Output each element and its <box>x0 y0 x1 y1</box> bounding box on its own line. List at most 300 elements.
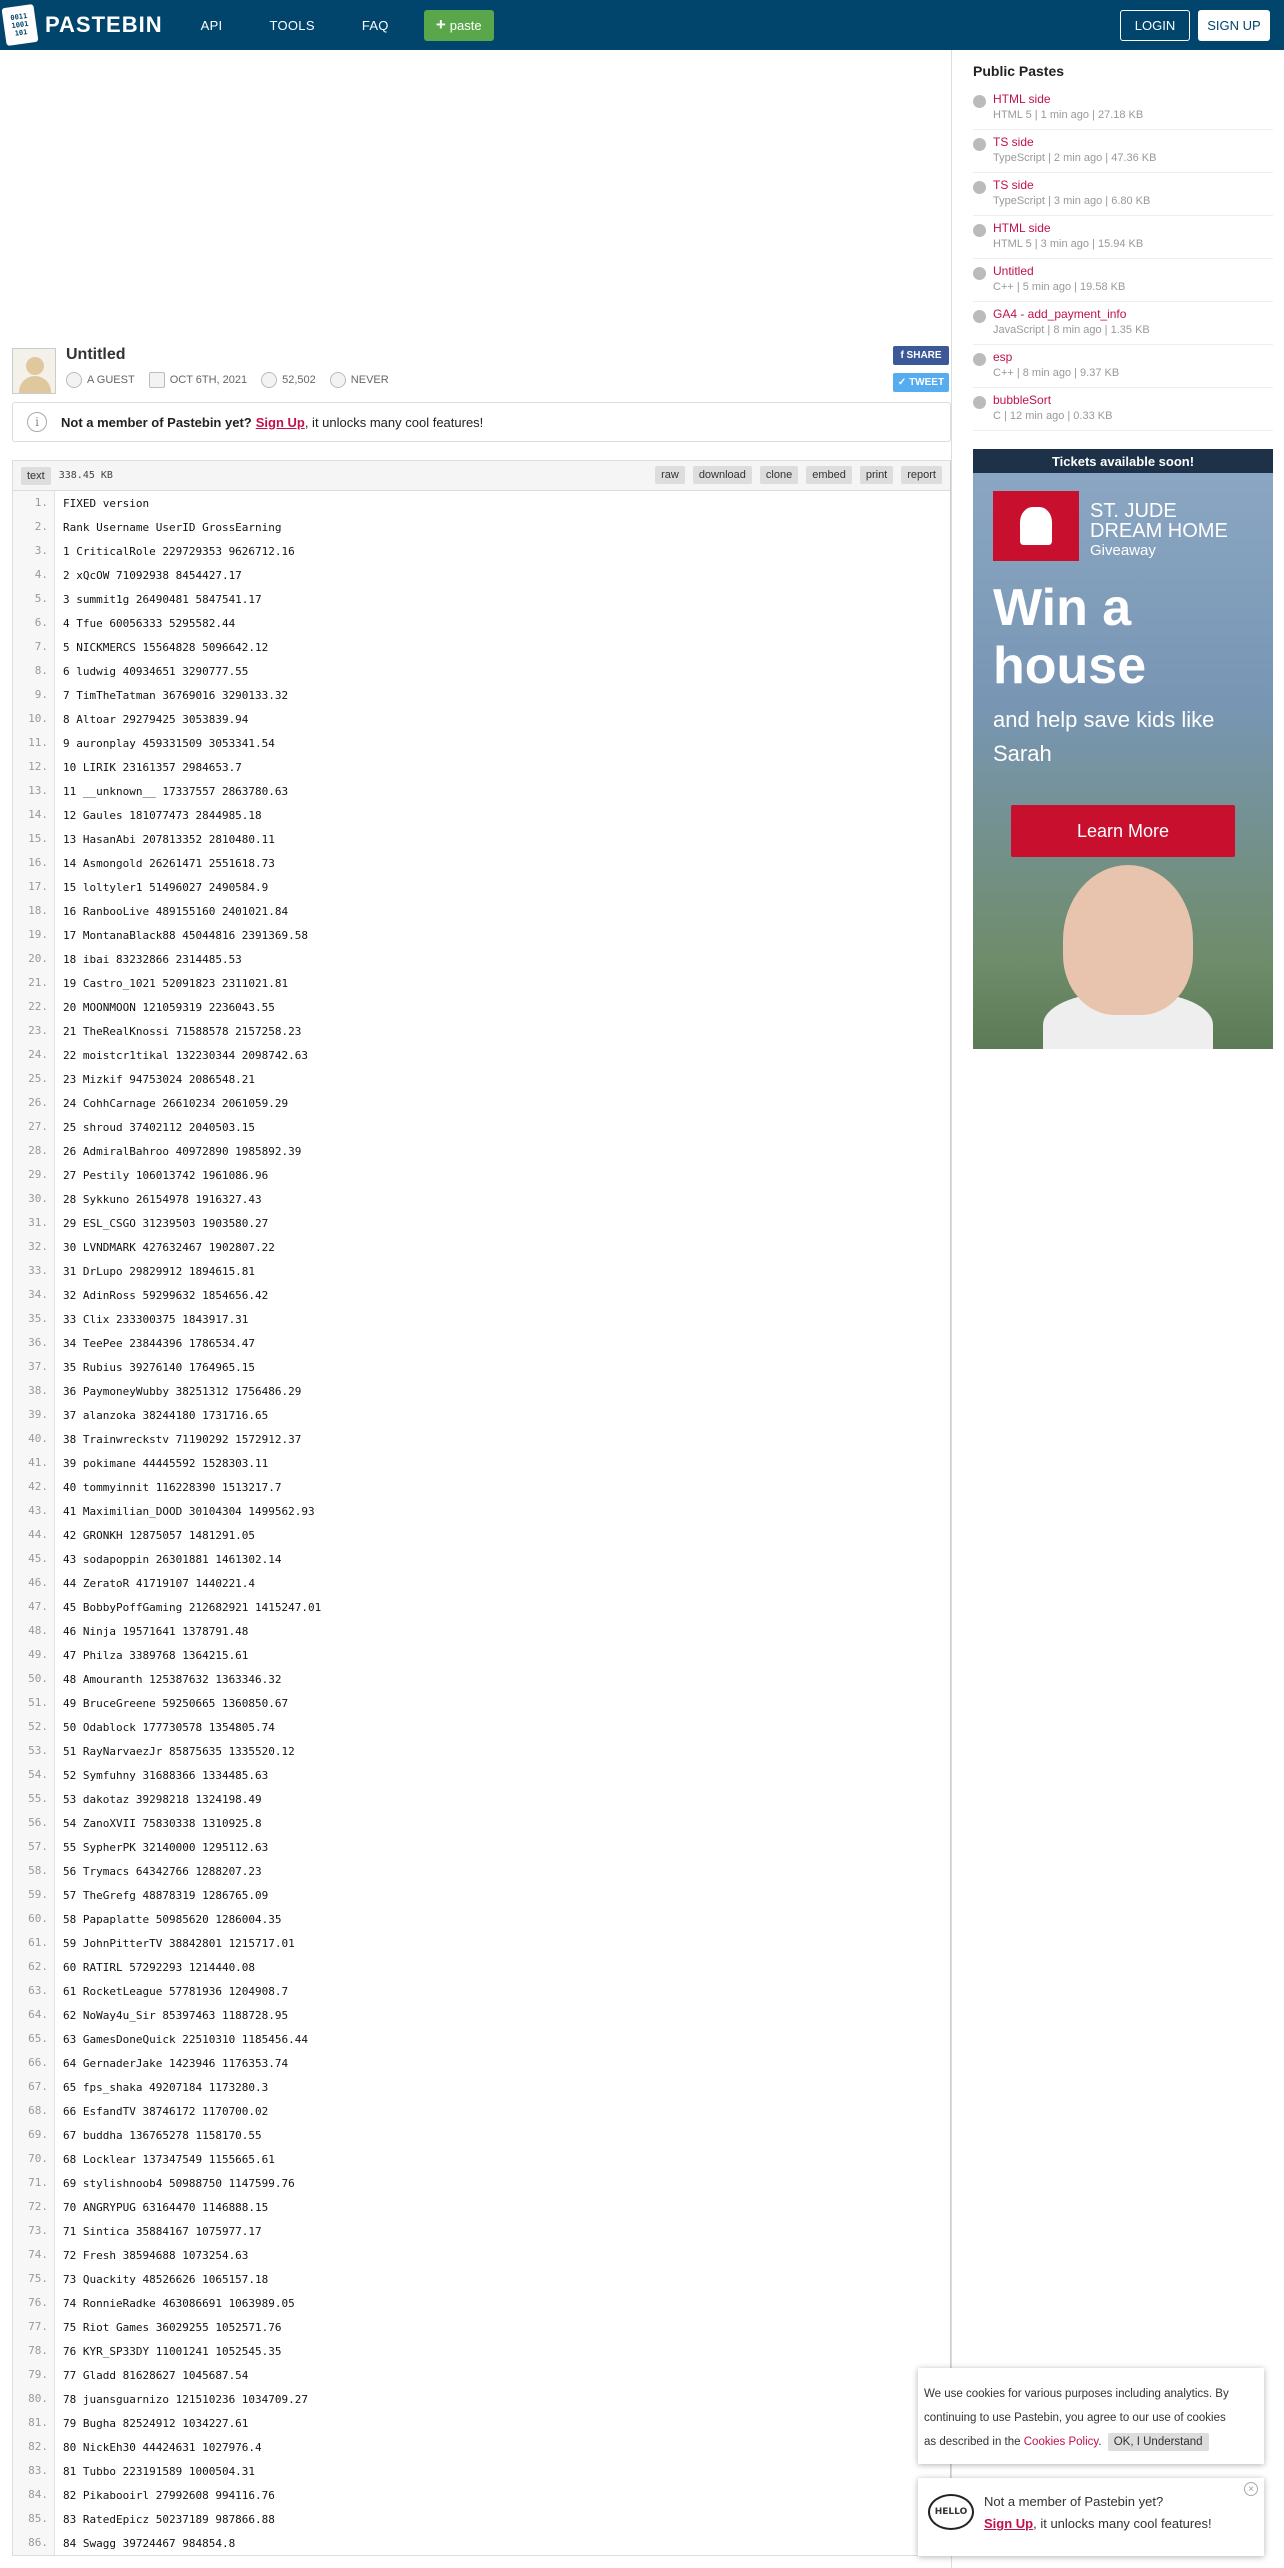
line-number: 19. <box>13 923 55 947</box>
public-paste-meta: JavaScript | 8 min ago | 1.35 KB <box>993 324 1150 336</box>
line-text: 8 Altoar 29279425 3053839.94 <box>63 712 249 726</box>
ad-learn-more-button[interactable]: Learn More <box>1011 805 1235 857</box>
line-number: 43. <box>13 1499 55 1523</box>
syntax-tag[interactable]: text <box>21 467 51 485</box>
paste-author[interactable]: A GUEST <box>87 374 135 386</box>
line-text: 31 DrLupo 29829912 1894615.81 <box>63 1264 256 1278</box>
notice-signup-link[interactable]: Sign Up <box>255 414 305 430</box>
line-text: 70 ANGRYPUG 63164470 1146888.15 <box>63 2200 269 2214</box>
line-text: 6 ludwig 40934651 3290777.55 <box>63 664 249 678</box>
line-text: 71 Sintica 35884167 1075977.17 <box>63 2224 262 2238</box>
code-line <box>13 2051 950 2075</box>
line-number: 64. <box>13 2003 55 2027</box>
line-text: 27 Pestily 106013742 1961086.96 <box>63 1168 269 1182</box>
line-number: 38. <box>13 1379 55 1403</box>
line-text: 32 AdinRoss 59299632 1854656.42 <box>63 1288 269 1302</box>
code-line <box>13 1931 950 1955</box>
code-line <box>13 1379 950 1403</box>
code-line <box>13 515 950 539</box>
line-text: 67 buddha 136765278 1158170.55 <box>63 2128 262 2142</box>
line-text: 44 ZeratoR 41719107 1440221.4 <box>63 1576 256 1590</box>
public-paste-item <box>973 130 1273 173</box>
line-text: 30 LVNDMARK 427632467 1902807.22 <box>63 1240 275 1254</box>
code-line <box>13 1355 950 1379</box>
signup-button[interactable]: SIGN UP <box>1198 10 1270 41</box>
line-text: 72 Fresh 38594688 1073254.63 <box>63 2248 249 2262</box>
raw-button[interactable]: raw <box>655 466 685 484</box>
line-number: 1. <box>13 491 55 515</box>
code-line <box>13 1211 950 1235</box>
code-line <box>13 779 950 803</box>
main-nav <box>201 10 494 41</box>
line-text: 46 Ninja 19571641 1378791.48 <box>63 1624 249 1638</box>
code-line <box>13 1451 950 1475</box>
code-line <box>13 2483 950 2507</box>
popup-signup-link[interactable]: Sign Up <box>984 2516 1034 2531</box>
code-line <box>13 851 950 875</box>
code-line <box>13 1547 950 1571</box>
line-text: 68 Locklear 137347549 1155665.61 <box>63 2152 275 2166</box>
line-number: 78. <box>13 2339 55 2363</box>
line-number: 8. <box>13 659 55 683</box>
public-paste-item <box>973 388 1273 431</box>
line-number: 7. <box>13 635 55 659</box>
code-line <box>13 1235 950 1259</box>
line-text: 28 Sykkuno 26154978 1916327.43 <box>63 1192 262 1206</box>
code-line <box>13 2075 950 2099</box>
line-text: 18 ibai 83232866 2314485.53 <box>63 952 242 966</box>
line-text: 16 RanbooLive 489155160 2401021.84 <box>63 904 289 918</box>
line-text: 3 summit1g 26490481 5847541.17 <box>63 592 262 606</box>
line-text: 36 PaymoneyWubby 38251312 1756486.29 <box>63 1384 302 1398</box>
line-text: 75 Riot Games 36029255 1052571.76 <box>63 2320 282 2334</box>
avatar <box>12 348 56 394</box>
popup-line1: Not a member of Pastebin yet? <box>984 2494 1164 2509</box>
code-line <box>13 2243 950 2267</box>
eye-icon <box>261 372 277 388</box>
line-number: 42. <box>13 1475 55 1499</box>
line-number: 3. <box>13 539 55 563</box>
main-content <box>12 50 951 2556</box>
code-line <box>13 1883 950 1907</box>
download-button[interactable]: download <box>693 466 752 484</box>
line-text: 52 Symfuhny 31688366 1334485.63 <box>63 1768 269 1782</box>
line-text: 43 sodapoppin 26301881 1461302.14 <box>63 1552 282 1566</box>
public-paste-meta: C++ | 8 min ago | 9.37 KB <box>993 367 1120 379</box>
public-pastes-title: Public Pastes <box>973 63 1065 79</box>
print-button[interactable]: print <box>860 466 893 484</box>
line-number: 28. <box>13 1139 55 1163</box>
code-line <box>13 1619 950 1643</box>
line-text: 66 EsfandTV 38746172 1170700.02 <box>63 2104 269 2118</box>
code-line <box>13 899 950 923</box>
public-paste-item <box>973 173 1273 216</box>
line-number: 61. <box>13 1931 55 1955</box>
code-line <box>13 1787 950 1811</box>
line-number: 56. <box>13 1811 55 1835</box>
public-paste-link[interactable]: TS side <box>993 135 1034 149</box>
globe-icon <box>973 396 986 409</box>
popup-rest: , it unlocks many cool features! <box>1033 2516 1212 2531</box>
line-text: 76 KYR_SP33DY 11001241 1052545.35 <box>63 2344 282 2358</box>
code-line <box>13 755 950 779</box>
line-number: 59. <box>13 1883 55 1907</box>
top-ad-space <box>12 50 951 340</box>
ad-brand-line1: ST. JUDE <box>1090 500 1177 522</box>
public-paste-item <box>973 302 1273 345</box>
tweet-button[interactable]: ✓ TWEET <box>893 373 949 392</box>
code-line <box>13 1571 950 1595</box>
public-paste-meta: C | 12 min ago | 0.33 KB <box>993 410 1113 422</box>
line-number: 76. <box>13 2291 55 2315</box>
line-text: 23 Mizkif 94753024 2086548.21 <box>63 1072 256 1086</box>
line-text: 22 moistcr1tikal 132230344 2098742.63 <box>63 1048 309 1062</box>
line-number: 15. <box>13 827 55 851</box>
line-number: 74. <box>13 2243 55 2267</box>
code-line <box>13 659 950 683</box>
line-text: 80 NickEh30 44424631 1027976.4 <box>63 2440 262 2454</box>
code-line <box>13 1091 950 1115</box>
line-number: 29. <box>13 1163 55 1187</box>
st-jude-logo <box>993 491 1079 561</box>
line-text: 58 Papaplatte 50985620 1286004.35 <box>63 1912 282 1926</box>
globe-icon <box>973 353 986 366</box>
code-line <box>13 1835 950 1859</box>
code-line <box>13 587 950 611</box>
ad-brand-line2: DREAM HOME <box>1090 520 1228 542</box>
line-number: 24. <box>13 1043 55 1067</box>
member-notice <box>12 402 951 442</box>
new-paste-button[interactable] <box>424 10 494 41</box>
sidebar-divider <box>951 50 952 2568</box>
code-line <box>13 683 950 707</box>
line-text: 59 JohnPitterTV 38842801 1215717.01 <box>63 1936 295 1950</box>
embed-button[interactable]: embed <box>806 466 852 484</box>
cookie-banner: We use cookies for various purposes including analytics. By continuing to use Pastebin, you agree to our use of cookies as described in the Cookies Policy. OK, I Understand <box>918 2368 1264 2464</box>
line-number: 79. <box>13 2363 55 2387</box>
line-text: 47 Philza 3389768 1364215.61 <box>63 1648 249 1662</box>
popup-line2 <box>984 2516 1212 2531</box>
line-number: 37. <box>13 1355 55 1379</box>
line-number: 44. <box>13 1523 55 1547</box>
code-line <box>13 1139 950 1163</box>
line-number: 41. <box>13 1451 55 1475</box>
line-text: 5 NICKMERCS 15564828 5096642.12 <box>63 640 269 654</box>
ad-body <box>973 473 1273 1049</box>
code-line <box>13 1811 950 1835</box>
user-icon <box>66 372 82 388</box>
line-text: 21 TheRealKnossi 71588578 2157258.23 <box>63 1024 302 1038</box>
globe-icon <box>973 138 986 151</box>
line-number: 25. <box>13 1067 55 1091</box>
public-paste-link[interactable]: HTML side <box>993 221 1051 235</box>
ad-headline <box>993 579 1146 695</box>
globe-icon <box>973 95 986 108</box>
code-line <box>13 1523 950 1547</box>
line-number: 68. <box>13 2099 55 2123</box>
code-line <box>13 491 950 515</box>
code-line <box>13 1595 950 1619</box>
code-lines <box>13 491 950 2555</box>
line-text: 62 NoWay4u_Sir 85397463 1188728.95 <box>63 2008 289 2022</box>
code-line <box>13 1403 950 1427</box>
code-line <box>13 1475 950 1499</box>
line-text: 73 Quackity 48526626 1065157.18 <box>63 2272 269 2286</box>
code-line <box>13 995 950 1019</box>
line-text: 10 LIRIK 23161357 2984653.7 <box>63 760 242 774</box>
line-number: 10. <box>13 707 55 731</box>
line-text: 25 shroud 37402112 2040503.15 <box>63 1120 256 1134</box>
line-number: 86. <box>13 2531 55 2555</box>
line-text: 40 tommyinnit 116228390 1513217.7 <box>63 1480 282 1494</box>
cookie-line-1: We use cookies for various purposes including analytics. By <box>924 2388 1229 2400</box>
line-number: 57. <box>13 1835 55 1859</box>
code-line <box>13 2507 950 2531</box>
line-text: 83 RatedEpicz 50237189 987866.88 <box>63 2512 275 2526</box>
line-text: 51 RayNarvaezJr 85875635 1335520.12 <box>63 1744 295 1758</box>
line-number: 9. <box>13 683 55 707</box>
line-text: Rank Username UserID GrossEarning <box>63 520 282 534</box>
logo-icon: 0011 1001 101 <box>2 4 39 46</box>
code-line <box>13 707 950 731</box>
public-paste-link[interactable]: GA4 - add_payment_info <box>993 307 1127 321</box>
line-number: 5. <box>13 587 55 611</box>
cookie-ok-button[interactable]: OK, I Understand <box>1108 2433 1209 2451</box>
nav-tools[interactable]: TOOLS <box>269 17 315 33</box>
line-number: 40. <box>13 1427 55 1451</box>
code-line <box>13 1187 950 1211</box>
line-number: 45. <box>13 1547 55 1571</box>
login-button[interactable]: LOGIN <box>1120 10 1190 41</box>
code-line <box>13 2459 950 2483</box>
ad-band: Tickets available soon! <box>973 449 1273 473</box>
code-line <box>13 923 950 947</box>
globe-icon <box>973 267 986 280</box>
code-line <box>13 2315 950 2339</box>
paste-code <box>12 460 951 2556</box>
code-line <box>13 1331 950 1355</box>
paste-title: Untitled <box>66 346 126 363</box>
line-text: 60 RATIRL 57292293 1214440.08 <box>63 1960 256 1974</box>
line-text: 42 GRONKH 12875057 1481291.05 <box>63 1528 256 1542</box>
line-text: 56 Trymacs 64342766 1288207.23 <box>63 1864 262 1878</box>
line-number: 84. <box>13 2483 55 2507</box>
sidebar-ad[interactable] <box>973 449 1273 1049</box>
line-number: 6. <box>13 611 55 635</box>
clone-button[interactable]: clone <box>760 466 798 484</box>
code-line <box>13 1979 950 2003</box>
code-line <box>13 2099 950 2123</box>
public-paste-link[interactable]: TS side <box>993 178 1034 192</box>
new-paste-label: paste <box>449 17 482 33</box>
cookies-policy-link[interactable]: Cookies Policy <box>1023 2436 1099 2448</box>
line-number: 17. <box>13 875 55 899</box>
ad-body-text: and help save kids like Sarah <box>993 707 1215 766</box>
globe-icon <box>973 224 986 237</box>
code-line <box>13 2147 950 2171</box>
report-button[interactable]: report <box>901 466 942 484</box>
line-number: 36. <box>13 1331 55 1355</box>
line-number: 71. <box>13 2171 55 2195</box>
line-text: 2 xQcOW 71092938 8454427.17 <box>63 568 242 582</box>
line-text: 20 MOONMOON 121059319 2236043.55 <box>63 1000 275 1014</box>
code-line <box>13 1019 950 1043</box>
close-icon[interactable]: × <box>1244 2482 1258 2496</box>
line-text: 9 auronplay 459331509 3053341.54 <box>63 736 275 750</box>
line-text: 48 Amouranth 125387632 1363346.32 <box>63 1672 282 1686</box>
nav-api[interactable]: API <box>200 17 223 33</box>
line-number: 75. <box>13 2267 55 2291</box>
line-text: 26 AdmiralBahroo 40972890 1985892.39 <box>63 1144 302 1158</box>
line-text: 39 pokimane 44445592 1528303.11 <box>63 1456 269 1470</box>
code-line <box>13 1067 950 1091</box>
line-number: 47. <box>13 1595 55 1619</box>
globe-icon <box>973 310 986 323</box>
line-number: 60. <box>13 1907 55 1931</box>
code-line <box>13 875 950 899</box>
globe-icon <box>973 181 986 194</box>
line-text: 14 Asmongold 26261471 2551618.73 <box>63 856 275 870</box>
line-text: 37 alanzoka 38244180 1731716.65 <box>63 1408 269 1422</box>
line-text: 63 GamesDoneQuick 22510310 1185456.44 <box>63 2032 309 2046</box>
line-text: 29 ESL_CSGO 31239503 1903580.27 <box>63 1216 269 1230</box>
sidebar <box>973 50 1273 1049</box>
line-text: 78 juansguarnizo 121510236 1034709.27 <box>63 2392 309 2406</box>
line-number: 51. <box>13 1691 55 1715</box>
public-paste-link[interactable]: Untitled <box>993 264 1034 278</box>
line-number: 16. <box>13 851 55 875</box>
notice-rest: , it unlocks many cool features! <box>304 414 484 430</box>
line-text: 53 dakotaz 39298218 1324198.49 <box>63 1792 262 1806</box>
pastebin-logo[interactable] <box>4 6 163 44</box>
line-number: 33. <box>13 1259 55 1283</box>
line-number: 2. <box>13 515 55 539</box>
line-number: 85. <box>13 2507 55 2531</box>
line-text: 38 Trainwreckstv 71190292 1572912.37 <box>63 1432 302 1446</box>
code-line <box>13 2411 950 2435</box>
line-text: 45 BobbyPoffGaming 212682921 1415247.01 <box>63 1600 322 1614</box>
code-line <box>13 1307 950 1331</box>
code-line <box>13 2123 950 2147</box>
info-icon: i <box>27 412 47 432</box>
public-pastes-list <box>973 87 1273 431</box>
paste-size: 338.45 KB <box>58 470 113 481</box>
calendar-icon <box>149 372 165 388</box>
line-number: 54. <box>13 1763 55 1787</box>
line-number: 55. <box>13 1787 55 1811</box>
clock-icon <box>330 372 346 388</box>
facebook-share-button[interactable]: f SHARE <box>893 346 949 365</box>
public-paste-link[interactable]: esp <box>993 350 1013 364</box>
line-number: 58. <box>13 1859 55 1883</box>
code-line <box>13 947 950 971</box>
public-paste-item <box>973 259 1273 302</box>
line-number: 50. <box>13 1667 55 1691</box>
line-text: 64 GernaderJake 1423946 1176353.74 <box>63 2056 289 2070</box>
line-text: 61 RocketLeague 57781936 1204908.7 <box>63 1984 289 1998</box>
code-line <box>13 635 950 659</box>
line-text: 7 TimTheTatman 36769016 3290133.32 <box>63 688 289 702</box>
line-number: 31. <box>13 1211 55 1235</box>
line-text: 69 stylishnoob4 50988750 1147599.76 <box>63 2176 295 2190</box>
code-line <box>13 1691 950 1715</box>
line-text: 34 TeePee 23844396 1786534.47 <box>63 1336 256 1350</box>
line-number: 48. <box>13 1619 55 1643</box>
public-paste-meta: TypeScript | 3 min ago | 6.80 KB <box>993 195 1151 207</box>
code-toolbar <box>13 461 950 491</box>
code-line <box>13 2219 950 2243</box>
line-number: 46. <box>13 1571 55 1595</box>
line-number: 65. <box>13 2027 55 2051</box>
line-number: 63. <box>13 1979 55 2003</box>
code-line <box>13 2195 950 2219</box>
line-number: 21. <box>13 971 55 995</box>
line-text: 12 Gaules 181077473 2844985.18 <box>63 808 262 822</box>
ad-headline-2: house <box>993 637 1147 695</box>
line-number: 14. <box>13 803 55 827</box>
line-text: 74 RonnieRadke 463086691 1063989.05 <box>63 2296 295 2310</box>
line-text: 41 Maximilian_DOOD 30104304 1499562.93 <box>63 1504 315 1518</box>
line-text: 49 BruceGreene 59250665 1360850.67 <box>63 1696 289 1710</box>
line-text: 65 fps_shaka 49207184 1173280.3 <box>63 2080 269 2094</box>
line-number: 72. <box>13 2195 55 2219</box>
line-number: 26. <box>13 1091 55 1115</box>
plus-icon: + <box>435 15 446 34</box>
paste-expire: NEVER <box>350 374 389 386</box>
public-paste-link[interactable]: HTML side <box>993 92 1051 106</box>
paste-info <box>12 346 951 402</box>
line-number: 20. <box>13 947 55 971</box>
ad-brand-line3: Giveaway <box>1090 542 1156 559</box>
line-number: 82. <box>13 2435 55 2459</box>
line-text: 19 Castro_1021 52091823 2311021.81 <box>63 976 289 990</box>
line-number: 66. <box>13 2051 55 2075</box>
tweet-label: TWEET <box>909 377 945 388</box>
code-line <box>13 971 950 995</box>
line-number: 22. <box>13 995 55 1019</box>
line-number: 13. <box>13 779 55 803</box>
line-number: 4. <box>13 563 55 587</box>
nav-faq[interactable]: FAQ <box>361 17 389 33</box>
cookie-line-2: continuing to use Pastebin, you agree to our use of cookies <box>924 2412 1226 2424</box>
code-line <box>13 731 950 755</box>
hello-bubble-icon: HELLO <box>928 2494 974 2530</box>
line-number: 80. <box>13 2387 55 2411</box>
code-line <box>13 1739 950 1763</box>
public-paste-meta: TypeScript | 2 min ago | 47.36 KB <box>993 152 1157 164</box>
line-number: 32. <box>13 1235 55 1259</box>
line-text: 15 loltyler1 51496027 2490584.9 <box>63 880 269 894</box>
code-line <box>13 1259 950 1283</box>
code-line <box>13 1427 950 1451</box>
paste-meta <box>66 372 403 388</box>
notice-text: Not a member of Pastebin yet? <box>61 414 252 430</box>
code-line <box>13 611 950 635</box>
code-line <box>13 1715 950 1739</box>
code-line <box>13 1043 950 1067</box>
line-text: 82 Pikabooirl 27992608 994116.76 <box>63 2488 275 2502</box>
code-line <box>13 1955 950 1979</box>
share-label: SHARE <box>906 350 942 361</box>
line-text: 33 Clix 233300375 1843917.31 <box>63 1312 249 1326</box>
code-line <box>13 2003 950 2027</box>
public-paste-meta: C++ | 5 min ago | 19.58 KB <box>993 281 1126 293</box>
line-text: 81 Tubbo 223191589 1000504.31 <box>63 2464 256 2478</box>
line-number: 35. <box>13 1307 55 1331</box>
line-number: 49. <box>13 1643 55 1667</box>
public-paste-link[interactable]: bubbleSort <box>993 393 1052 407</box>
paste-date: OCT 6TH, 2021 <box>169 374 248 386</box>
